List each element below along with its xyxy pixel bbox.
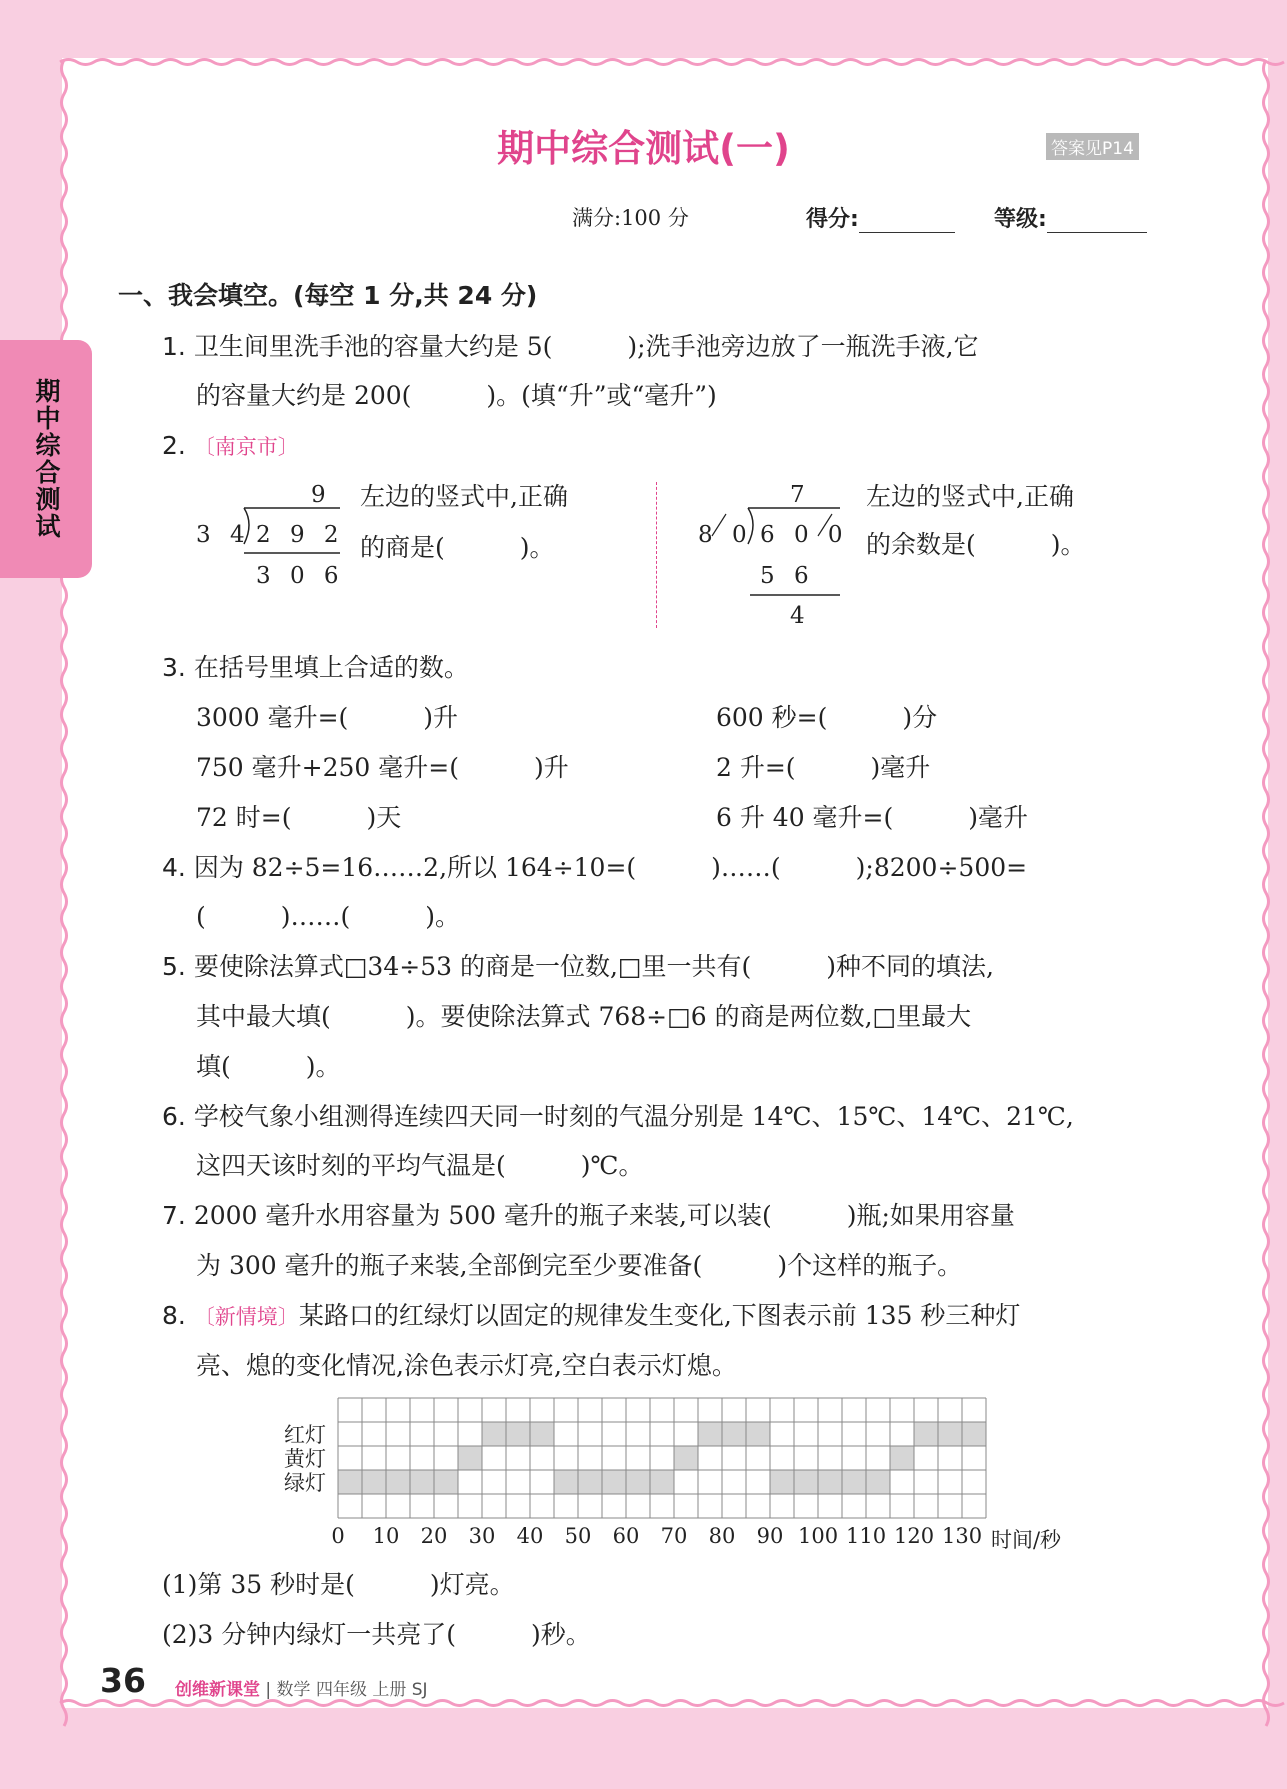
q2-tag: 〔南京市〕 (193, 435, 299, 459)
lit-cell (410, 1470, 434, 1494)
full-score: 满分:100 分 (572, 206, 689, 230)
right-dividend: 6 0 0 (760, 522, 849, 548)
side-tab: 期中综合测试 (0, 340, 92, 578)
x-tick-label: 130 (942, 1524, 983, 1548)
q5-number: 5. (162, 952, 186, 981)
footer-brand: 创维新课堂 (175, 1680, 260, 1700)
x-tick-label: 100 (798, 1524, 839, 1548)
x-tick-label: 10 (372, 1524, 400, 1548)
section-heading: 一、我会填空。(每空 1 分,共 24 分) (118, 281, 538, 310)
q6-line1: 学校气象小组测得连续四天同一时刻的气温分别是 14℃、15℃、14℃、21℃, (193, 1102, 1074, 1131)
q6-number: 6. (162, 1102, 186, 1131)
q1-line1: 卫生间里洗手池的容量大约是 5( );洗手池旁边放了一瓶洗手液,它 (193, 332, 979, 361)
x-tick-label: 120 (894, 1524, 935, 1548)
q3-title: 在括号里填上合适的数。 (193, 653, 469, 682)
x-tick-label: 30 (468, 1524, 496, 1548)
q5-line3: 填( )。 (196, 1052, 341, 1081)
q5-line1: 要使除法算式□34÷53 的商是一位数,□里一共有( )种不同的填法, (193, 952, 994, 981)
lit-cell (362, 1470, 386, 1494)
lit-cell (650, 1470, 674, 1494)
q8-line2: 亮、熄的变化情况,涂色表示灯亮,空白表示灯熄。 (196, 1351, 737, 1380)
left-quotient: 9 (311, 482, 332, 508)
grade-label: 等级: (994, 207, 1047, 232)
page-title: 期中综合测试(一) (497, 127, 790, 170)
q6-line2: 这四天该时刻的平均气温是( )℃。 (196, 1151, 644, 1180)
q4-line2: ( )……( )。 (196, 902, 461, 931)
q3-c: 750 毫升+250 毫升=( )升 (196, 753, 569, 782)
x-tick-label: 60 (612, 1524, 640, 1548)
q3-e: 72 时=( )天 (196, 803, 402, 832)
lit-cell (554, 1470, 578, 1494)
lit-cell (890, 1446, 914, 1470)
row-label: 绿灯 (284, 1471, 326, 1495)
footer-text (175, 1675, 428, 1700)
lit-cell (578, 1470, 602, 1494)
q7-line2: 为 300 毫升的瓶子来装,全部倒完至少要准备( )个这样的瓶子。 (196, 1251, 963, 1280)
x-tick-label: 50 (564, 1524, 592, 1548)
page-number: 36 (100, 1661, 146, 1700)
lit-cell (818, 1470, 842, 1494)
lit-cell (866, 1470, 890, 1494)
q2-right-text2: 的余数是( )。 (866, 530, 1086, 559)
footer-info: | 数学 四年级 上册 SJ (265, 1680, 428, 1700)
lit-cell (770, 1470, 794, 1494)
lit-cell (530, 1422, 554, 1446)
lit-cell (458, 1446, 482, 1470)
q4-line1: 因为 82÷5=16……2,所以 164÷10=( )……( );8200÷500= (193, 853, 1028, 882)
x-axis-label: 时间/秒 (990, 1528, 1062, 1552)
q7-line1: 2000 毫升水用容量为 500 毫升的瓶子来装,可以装( )瓶;如果用容量 (193, 1201, 1015, 1230)
lit-cell (722, 1422, 746, 1446)
right-remainder: 4 (790, 603, 811, 629)
q5-line2: 其中最大填( )。要使除法算式 768÷□6 的商是两位数,□里最大 (196, 1002, 972, 1031)
x-tick-label: 110 (846, 1524, 887, 1548)
lit-cell (938, 1422, 962, 1446)
q2-left-text1: 左边的竖式中,正确 (360, 482, 568, 511)
q3-a: 3000 毫升=( )升 (196, 703, 459, 732)
x-tick-label: 80 (708, 1524, 736, 1548)
lit-cell (842, 1470, 866, 1494)
lit-cell (338, 1470, 362, 1494)
q2-right-text1: 左边的竖式中,正确 (866, 482, 1074, 511)
lit-cell (746, 1422, 770, 1446)
lit-cell (482, 1422, 506, 1446)
q1-line2: 的容量大约是 200( )。(填“升”或“毫升”) (196, 381, 717, 410)
lit-cell (794, 1470, 818, 1494)
right-product: 5 6 (760, 563, 815, 589)
lit-cell (602, 1470, 626, 1494)
q7-number: 7. (162, 1201, 186, 1230)
q8-sub2: (2)3 分钟内绿灯一共亮了( )秒。 (162, 1620, 591, 1649)
q3-f: 6 升 40 毫升=( )毫升 (716, 803, 1029, 832)
x-tick-label: 70 (660, 1524, 688, 1548)
right-quotient: 7 (790, 482, 811, 508)
left-dividend: 2 9 2 (256, 522, 345, 548)
x-tick-label: 0 (331, 1524, 345, 1548)
x-tick-label: 20 (420, 1524, 448, 1548)
q3-d: 2 升=( )毫升 (716, 753, 931, 782)
left-divisor: 3 4 (196, 522, 251, 548)
x-tick-label: 90 (756, 1524, 784, 1548)
lit-cell (914, 1422, 938, 1446)
q3-b: 600 秒=( )分 (716, 703, 938, 732)
left-product: 3 0 6 (256, 563, 345, 589)
lit-cell (674, 1446, 698, 1470)
answer-ref-badge: 答案见P14 (1046, 133, 1139, 160)
q2-number: 2. (162, 431, 186, 460)
lit-cell (434, 1470, 458, 1494)
q4-number: 4. (162, 853, 186, 882)
score-label: 得分: (806, 207, 859, 232)
lit-cell (386, 1470, 410, 1494)
q1-number: 1. (162, 332, 186, 361)
lit-cell (626, 1470, 650, 1494)
q8-sub1: (1)第 35 秒时是( )灯亮。 (162, 1570, 515, 1599)
q8-line1: 某路口的红绿灯以固定的规律发生变化,下图表示前 135 秒三种灯 (298, 1301, 1021, 1330)
q8-tag: 〔新情境〕 (193, 1305, 299, 1329)
lit-cell (506, 1422, 530, 1446)
right-divisor: 8 0 (698, 522, 753, 548)
lit-cell (698, 1422, 722, 1446)
row-label: 红灯 (284, 1423, 326, 1447)
q2-left-text2: 的商是( )。 (360, 533, 555, 562)
q8-number: 8. (162, 1301, 186, 1330)
row-label: 黄灯 (284, 1447, 326, 1471)
x-tick-label: 40 (516, 1524, 544, 1548)
q3-number: 3. (162, 653, 186, 682)
lit-cell (962, 1422, 986, 1446)
